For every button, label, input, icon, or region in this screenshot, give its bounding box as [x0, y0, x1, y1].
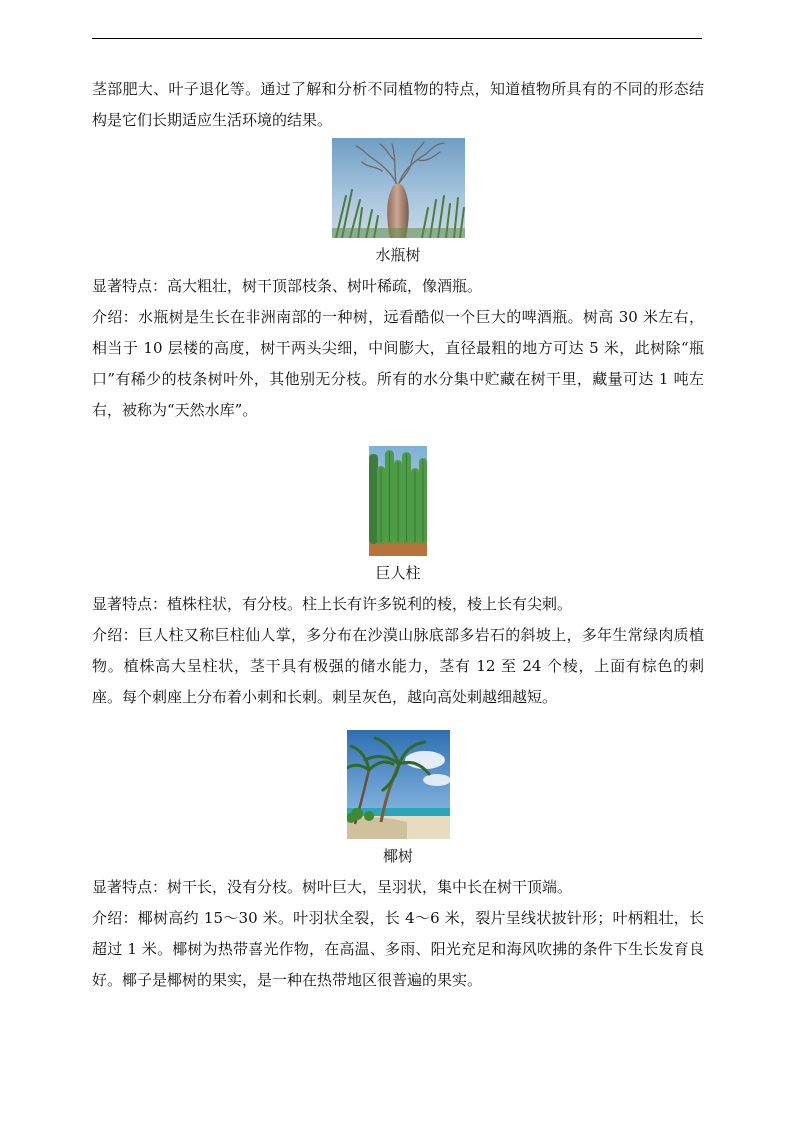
figure-caption: 椰树: [382, 847, 413, 865]
intro-paragraph: 茎部肥大、叶子退化等。通过了解和分析不同植物的特点，知道植物所具有的不同的形态结构是它们长期适应生活环境的结果。: [92, 80, 704, 129]
giant-cactus-photo: [369, 446, 427, 556]
feature-paragraph: 显著特点：植株柱状，有分枝。柱上长有许多锐利的棱，棱上长有尖刺。: [92, 595, 573, 613]
description-paragraph: 介绍：水瓶树是生长在非洲南部的一种树，远看酷似一个巨大的啤酒瓶。树高 30 米左右，相当于 10 层楼的高度，树干两头尖细，中间膨大，直径最粗的地方可达 5 米，此树除“瓶口”有稀少的枝条树叶外，其他别无分枝。所有的水分集中贮藏在树干里，藏量可达 1 吨左右，被称为“天然水库”。: [92, 308, 704, 419]
description-paragraph: 介绍：椰树高约 15～30 米。叶羽状全裂，长 4～6 米，裂片呈线状披针形；叶柄粗壮，长超过 1 米。椰树为热带喜光作物，在高温、多雨、阳光充足和海风吹拂的条件下生长发育良好。椰子是椰树的果实，是一种在热带地区很普遍的果实。: [92, 909, 704, 989]
figure-baobab: [92, 136, 704, 271]
baobab-tree-photo: [332, 138, 465, 238]
feature-paragraph: 显著特点：高大粗壮，树干顶部枝条、树叶稀疏，像酒瓶。: [92, 277, 483, 295]
figure-caption: 巨人柱: [375, 564, 421, 582]
coconut-palm-photo: [347, 730, 450, 839]
figure-caption: 水瓶树: [375, 246, 421, 264]
description-paragraph: 介绍：巨人柱又称巨柱仙人掌，多分布在沙漠山脉底部多岩石的斜坡上，多年生常绿肉质植物。植株高大呈柱状，茎干具有极强的储水能力，茎有 12 至 24 个棱，上面有棕色的刺座。每个刺座上分布着小刺和长刺。刺呈灰色，越向高处刺越细越短。: [92, 626, 704, 706]
document-body: [92, 74, 704, 996]
feature-paragraph: 显著特点：树干长，没有分枝。树叶巨大，呈羽状，集中长在树干顶端。: [92, 878, 573, 896]
header-rule: [92, 38, 702, 39]
figure-palm: [92, 713, 704, 872]
figure-cactus: [92, 426, 704, 589]
